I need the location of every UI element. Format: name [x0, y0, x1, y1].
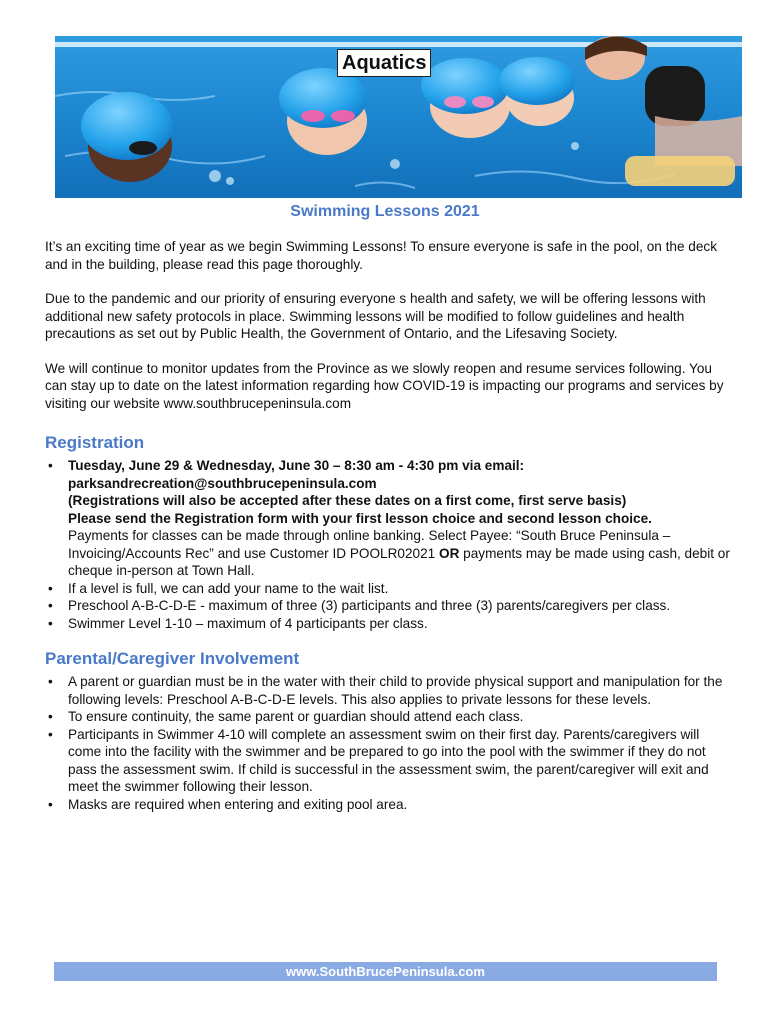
registration-list — [45, 457, 735, 632]
footer-website-bar: www.SouthBrucePeninsula.com — [54, 962, 717, 981]
hero-title-label: Aquatics — [337, 49, 431, 77]
list-item: • Participants in Swimmer 4-10 will complete an assessment swim on their first day. Parents/caregivers will come into the facility with the swimmer and be prepared to go into the pool with the swimmer if they do not pass the assessment swim. If child is successful in the assessment swim, the parent/caregiver will exit and meet the swimmer following their lesson. — [45, 726, 735, 796]
intro-paragraph: It’s an exciting time of year as we begin Swimming Lessons! To ensure everyone is safe in the pool, on the deck and in the building, please read this page thoroughly. — [45, 239, 718, 272]
list-item: • Masks are required when entering and exiting pool area. — [45, 796, 735, 814]
hero-photo — [55, 36, 742, 198]
parental-list — [45, 673, 735, 813]
list-item: • If a level is full, we can add your name to the wait list. — [45, 580, 735, 598]
list-item: • A parent or guardian must be in the water with their child to provide physical support and manipulation for the following levels: Preschool A-B-C-D-E levels. This also applies to private lessons for these levels. — [45, 673, 735, 708]
list-item: • Swimmer Level 1-10 – maximum of 4 participants per class. — [45, 615, 735, 633]
intro-paragraph: We will continue to monitor updates from the Province as we slowly reopen and resume services following. You can stay up to date on the latest information regarding how COVID-19 is impacting our programs and services by visiting our website www.southbrucepeninsula.com — [45, 360, 724, 411]
page-subtitle: Swimming Lessons 2021 — [290, 203, 480, 220]
parental-heading: Parental/Caregiver Involvement — [45, 649, 300, 668]
payment-text: Payments for classes can be made through online banking. Select Payee: “South Bruce Peninsula – Invoicing/Accounts Rec” and use Customer ID POOLR02021 — [68, 528, 671, 561]
main-content — [45, 238, 735, 829]
list-item — [45, 457, 735, 580]
registration-dates: Tuesday, June 29 & Wednesday, June 30 – 8:30 am - 4:30 pm via email: — [68, 458, 525, 473]
intro-paragraph: Due to the pandemic and our priority of ensuring everyone s health and safety, we will be offering lessons with additional new safety protocols in place. Swimming lessons will be modified to follow guidelines and health precautions as set out by Public Health, the Government of Ontario, and the Lifesaving Society. — [45, 291, 706, 341]
registration-email: parksandrecreation@southbrucepeninsula.com — [68, 475, 377, 491]
payment-text-end: payments may be made using cash, debit or cheque in-person at Town Hall. — [68, 545, 730, 578]
payment-or: OR — [439, 545, 460, 561]
list-item: • To ensure continuity, the same parent or guardian should attend each class. — [45, 708, 735, 726]
list-item: • Preschool A-B-C-D-E - maximum of three (3) participants and three (3) parents/caregivers per class. — [45, 597, 735, 615]
registration-heading: Registration — [45, 433, 145, 452]
registration-form-note: Please send the Registration form with your first lesson choice and second lesson choice. — [68, 510, 652, 526]
registration-late-note: (Registrations will also be accepted after these dates on a first come, first serve basis) — [68, 493, 627, 508]
